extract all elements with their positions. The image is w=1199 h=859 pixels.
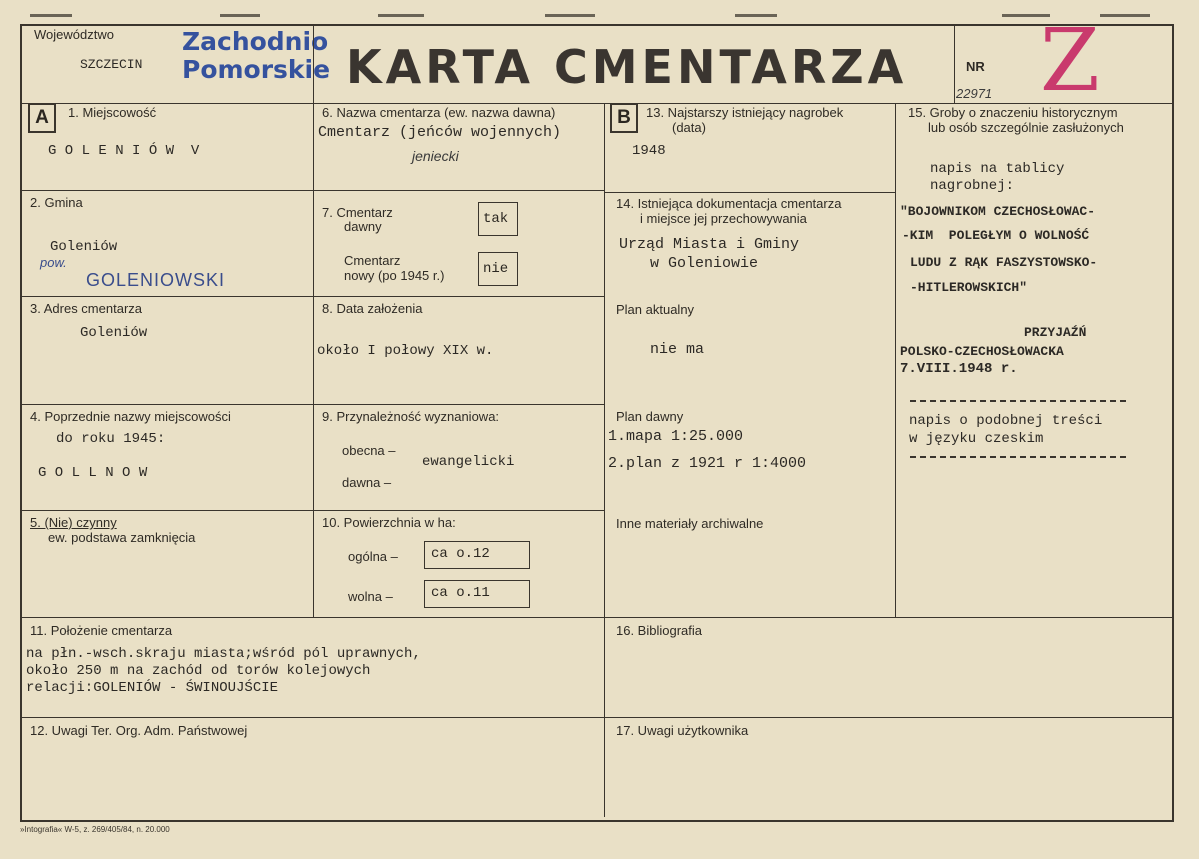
top-mark xyxy=(735,14,777,17)
divider xyxy=(604,103,605,817)
field-15-line: 7.VIII.1948 r. xyxy=(900,361,1018,377)
field-10-wolna-label: wolna – xyxy=(348,589,393,604)
field-15-line: w języku czeskim xyxy=(909,431,1044,447)
category-letter-stamp: Z xyxy=(1040,11,1100,111)
field-9-label: 9. Przynależność wyznaniowa: xyxy=(322,409,500,424)
field-7-nowy-label: Cmentarz xyxy=(344,253,401,268)
nr-label: NR xyxy=(966,59,985,74)
field-5-label: 5. (Nie) czynny xyxy=(30,515,117,530)
field-16-label: 16. Bibliografia xyxy=(616,623,702,638)
field-10-wolna-box: ca o.11 xyxy=(424,580,530,608)
field-15-line: -HITLEROWSKICH" xyxy=(910,280,1028,295)
field-15-line: napis o podobnej treści xyxy=(909,413,1103,429)
field-8-label: 8. Data założenia xyxy=(322,301,423,316)
field-15-label: 15. Groby o znaczeniu historycznym xyxy=(908,105,1118,120)
field-4-label: 4. Poprzednie nazwy miejscowości xyxy=(30,409,231,424)
section-a-marker: A xyxy=(28,103,56,133)
field-10-label: 10. Powierzchnia w ha: xyxy=(322,515,456,530)
field-14-sublabel: i miejsce jej przechowywania xyxy=(640,211,807,226)
divider xyxy=(20,510,604,511)
field-14-value-line2: w Goleniowie xyxy=(650,255,759,272)
top-mark xyxy=(378,14,424,17)
divider xyxy=(20,190,604,191)
field-2-value: Goleniów xyxy=(50,239,118,255)
field-2-handwritten-value: GOLENIOWSKI xyxy=(86,270,226,290)
field-1-value: G O L E N I Ó W V xyxy=(48,143,200,159)
divider xyxy=(20,617,1172,618)
field-3-value: Goleniów xyxy=(80,325,148,341)
top-mark xyxy=(545,14,595,17)
field-15-line: POLSKO-CZECHOSŁOWACKA xyxy=(900,344,1064,359)
wojewodztwo-value: SZCZECIN xyxy=(80,57,143,72)
dashed-separator xyxy=(910,400,1126,402)
field-13-sublabel: (data) xyxy=(672,120,706,135)
field-3-label: 3. Adres cmentarza xyxy=(30,301,142,316)
field-9-obecna-value: ewangelicki xyxy=(422,454,515,470)
field-1-label: 1. Miejscowość xyxy=(68,105,157,120)
divider xyxy=(20,296,604,297)
field-15-line: LUDU Z RĄK FASZYSTOWSKO- xyxy=(910,255,1098,270)
field-7-dawny-label: dawny xyxy=(344,219,382,234)
plan-dawny-line1: 1.mapa 1:25.000 xyxy=(608,428,744,445)
field-17-label: 17. Uwagi użytkownika xyxy=(616,723,749,738)
field-7-label: 7. Cmentarz xyxy=(322,205,393,220)
field-4-value-line2: G O L L N O W xyxy=(38,465,148,481)
region-stamp xyxy=(182,28,330,84)
field-6-value: Cmentarz (jeńców wojennych) xyxy=(318,124,562,141)
field-15-line: -KIM POLEGŁYM O WOLNOŚĆ xyxy=(902,228,1090,243)
field-11-line1: na płn.-wsch.skraju miasta;wśród pól uprawnych, xyxy=(26,646,421,662)
field-15-line: PRZYJAŹŃ xyxy=(1024,325,1087,340)
field-13-value: 1948 xyxy=(632,143,666,159)
field-10-ogolna-box: ca o.12 xyxy=(424,541,530,569)
divider xyxy=(604,192,895,193)
stamp-line-2: Pomorskie xyxy=(182,55,331,84)
plan-aktualny-value: nie ma xyxy=(650,341,705,358)
field-7-dawny-box: tak xyxy=(478,202,518,236)
field-9-dawna-label: dawna – xyxy=(342,475,392,490)
top-mark xyxy=(1100,14,1150,17)
field-15-sublabel: lub osób szczególnie zasłużonych xyxy=(928,120,1124,135)
field-15-line: "BOJOWNIKOM CZECHOSŁOWAC- xyxy=(900,204,1096,219)
field-11-label: 11. Położenie cmentarza xyxy=(30,623,173,638)
plan-dawny-label: Plan dawny xyxy=(616,409,684,424)
divider xyxy=(313,24,314,617)
divider xyxy=(954,25,955,103)
field-14-label: 14. Istniejąca dokumentacja cmentarza xyxy=(616,196,842,211)
field-14-value-line1: Urząd Miasta i Gminy xyxy=(619,236,800,253)
field-10-ogolna-label: ogólna – xyxy=(348,549,398,564)
field-11-line2: około 250 m na zachód od torów kolejowych xyxy=(26,663,371,679)
field-9-obecna-label: obecna – xyxy=(342,443,396,458)
divider xyxy=(20,717,1172,718)
stamp-line-1: Zachodnio xyxy=(182,27,329,56)
page-title: KARTA CMENTARZA xyxy=(346,40,908,94)
field-6-handwritten-value: jeniecki xyxy=(412,148,459,164)
field-11-line3: relacji:GOLENIÓW - ŚWINOUJŚCIE xyxy=(26,680,279,696)
field-2-label: 2. Gmina xyxy=(30,195,83,210)
field-12-label: 12. Uwagi Ter. Org. Adm. Państwowej xyxy=(30,723,248,738)
divider xyxy=(895,103,896,617)
field-6-label: 6. Nazwa cmentarza (ew. nazwa dawna) xyxy=(322,105,556,120)
nr-value: 22971 xyxy=(956,86,993,101)
section-b-marker: B xyxy=(610,103,638,133)
plan-aktualny-label: Plan aktualny xyxy=(616,302,695,317)
wojewodztwo-label: Województwo xyxy=(34,27,114,42)
field-7-nowy-box: nie xyxy=(478,252,518,286)
field-2-handwritten-prefix: pow. xyxy=(40,255,67,270)
inne-materialy-label: Inne materiały archiwalne xyxy=(616,516,764,531)
plan-dawny-line2: 2.plan z 1921 r 1:4000 xyxy=(608,455,807,472)
dashed-separator xyxy=(910,456,1126,458)
field-15-line: nagrobnej: xyxy=(930,178,1015,194)
field-5-sublabel: ew. podstawa zamknięcia xyxy=(48,530,196,545)
divider xyxy=(20,404,604,405)
top-mark xyxy=(220,14,260,17)
field-13-label: 13. Najstarszy istniejący nagrobek xyxy=(646,105,844,120)
field-15-line: napis na tablicy xyxy=(930,161,1065,177)
divider xyxy=(20,103,1172,104)
printer-imprint: »Intografia« W-5, z. 269/405/84, n. 20.000 xyxy=(20,825,170,834)
field-7-nowy-sublabel: nowy (po 1945 r.) xyxy=(344,268,445,283)
field-8-value: około I połowy XIX w. xyxy=(317,343,494,359)
top-mark xyxy=(30,14,72,17)
field-4-value-line1: do roku 1945: xyxy=(56,431,166,447)
